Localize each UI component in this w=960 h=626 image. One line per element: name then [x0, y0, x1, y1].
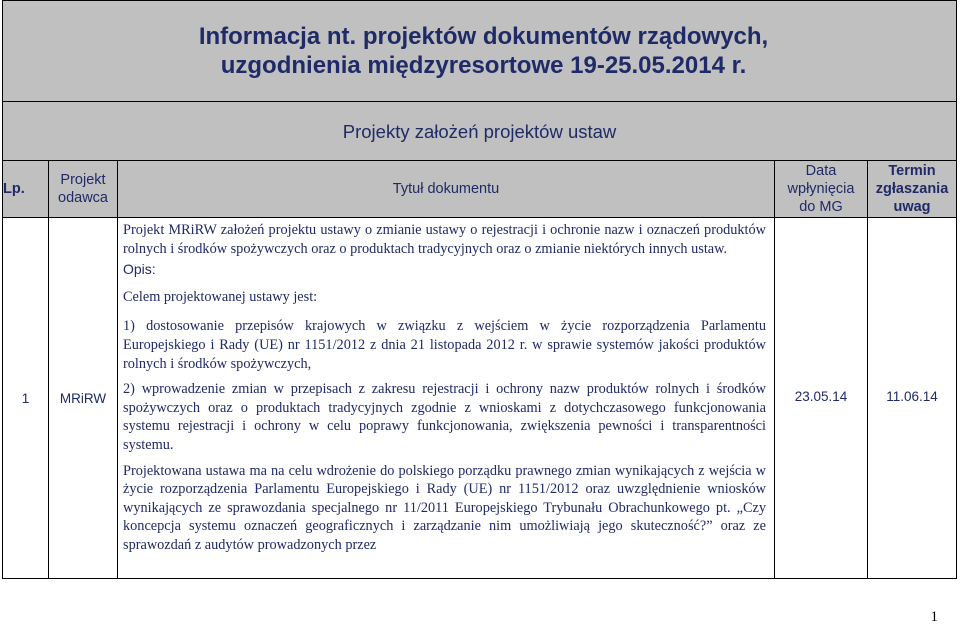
header-lp: Lp. [3, 161, 49, 218]
section-title: Projekty założeń projektów ustaw [342, 121, 617, 142]
header-deadline-line-2: zgłaszania [875, 181, 949, 197]
header-deadline [868, 161, 957, 218]
table-row [3, 218, 957, 579]
document-table [2, 0, 957, 579]
header-originator [49, 161, 118, 218]
opis-label: Opis: [123, 261, 156, 278]
row-title: Projekt MRiRW założeń projektu ustawy o zmianie ustawy o rejestracji i ochronie nazw i oznaczeń produktów rolnych i środków spożywczych oraz o produktach tradycyjnych oraz o zmianie niektórych innych ustaw. [123, 222, 766, 257]
header-originator-line-1: Projekt [60, 172, 106, 188]
section-banner [3, 102, 957, 161]
header-date-received [775, 161, 868, 218]
row-description [118, 218, 775, 579]
header-originator-line-2: odawca [58, 190, 108, 206]
table-header-row [3, 161, 957, 218]
title-banner [3, 1, 957, 102]
row-date-received: 23.05.14 [775, 216, 868, 577]
opis-item-2: 2) wprowadzenie zmian w przepisach z zakresu rejestracji i ochrony nazw produktów rolnych i środków spożywczych oraz o produktach tradycyjnych zgodnie z wnioskami z dotychczasowego funkcjonowania systemu rejestracji i ochrony w celu poprawy funkcjonowania, zwiększenia pewności i transparentności systemu. [123, 381, 766, 453]
header-deadline-line-3: uwag [893, 199, 931, 215]
title-line-1: Informacja nt. projektów dokumentów rządowych, [198, 23, 769, 50]
opis-item-1: 1) dostosowanie przepisów krajowych w związku z wejściem w życie rozporządzenia Parlamentu Europejskiego i Rady (UE) nr 1151/2012 z dnia 21 listopada 2012 r. w sprawie systemów jakości produktów rolnych i środków spożywczych, [123, 318, 766, 372]
header-deadline-line-1: Termin [888, 163, 936, 179]
header-date-line-1: Data [805, 163, 837, 179]
page-title [3, 22, 956, 80]
row-deadline: 11.06.14 [868, 216, 957, 577]
header-date-line-3: do MG [799, 199, 843, 215]
row-originator: MRiRW [49, 218, 118, 579]
opis-intro: Celem projektowanej ustawy jest: [123, 288, 318, 305]
page-number: 1 [930, 609, 938, 625]
row-number: 1 [3, 218, 49, 579]
header-document-title: Tytuł dokumentu [118, 161, 775, 218]
title-line-2: uzgodnienia międzyresortowe 19-25.05.2014 r. [220, 52, 747, 79]
opis-summary: Projektowana ustawa ma na celu wdrożenie do polskiego porządku prawnego zmian wynikających z wejścia w życie rozporządzenia Parlamentu Europejskiego i Rady (UE) nr 1151/2012 oraz uwzględnienie wniosków wynikających ze sprawozdania specjalnego nr 11/2011 Europejskiego Trybunału Obrachunkowego pt. „Czy koncepcja systemu oznaczeń geograficznych i zarządzanie nim umożliwiają jego skuteczność?” oraz ze sprawozdań z audytów prowadzonych przez [123, 462, 766, 553]
header-date-line-2: wpłynięcia [787, 181, 855, 197]
